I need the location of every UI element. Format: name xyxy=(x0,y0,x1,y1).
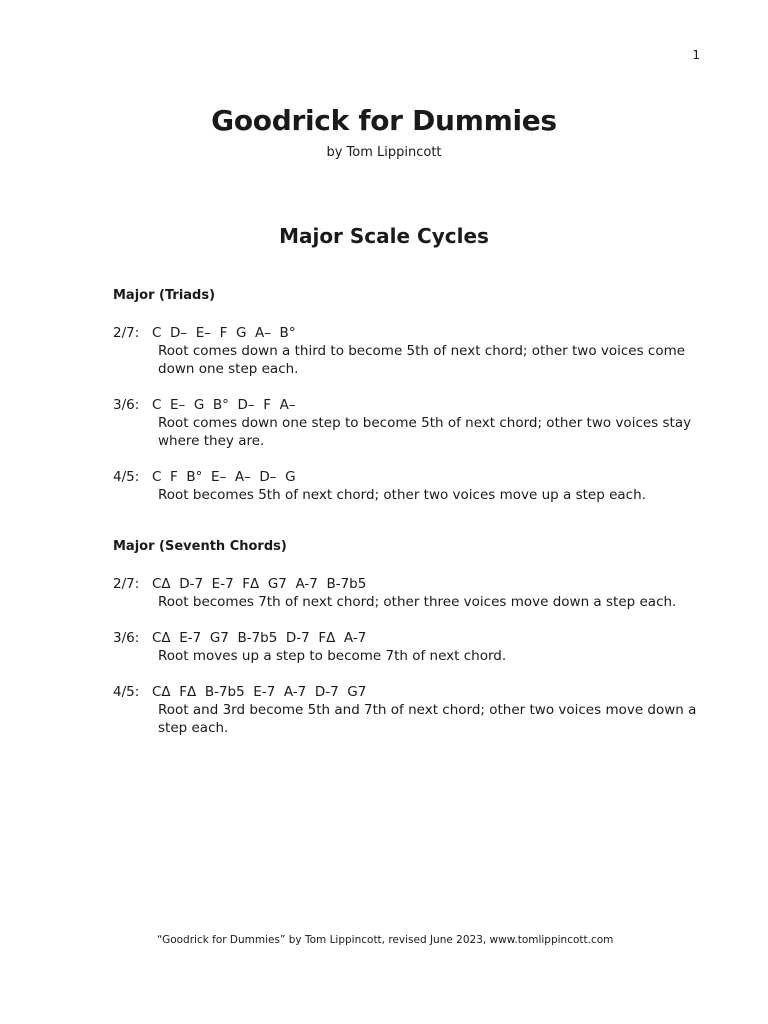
page-number: 1 xyxy=(692,48,700,62)
group-heading: Major (Triads) xyxy=(113,288,216,303)
cycle-chords: CΔ E-7 G7 B-7b5 D-7 FΔ A-7 xyxy=(152,630,367,646)
cycle-line xyxy=(113,468,713,486)
seventh-chords-group xyxy=(113,537,713,755)
cycle-label: 3/6: xyxy=(113,397,140,413)
cycle-item xyxy=(113,683,713,737)
triads-group xyxy=(113,286,713,522)
group-heading: Major (Seventh Chords) xyxy=(113,539,287,554)
cycle-label: 4/5: xyxy=(113,469,140,485)
page-footer: “Goodrick for Dummies” by Tom Lippincott, revised June 2023, www.tomlippincott.com xyxy=(157,934,614,946)
cycle-description: Root becomes 5th of next chord; other two voices move up a step each. xyxy=(158,487,646,503)
cycle-item xyxy=(113,629,713,665)
cycle-description: Root and 3rd become 5th and 7th of next chord; other two voices move down a step each. xyxy=(158,702,697,736)
cycle-label: 2/7: xyxy=(113,576,140,592)
cycle-description: Root moves up a step to become 7th of next chord. xyxy=(158,648,507,664)
cycle-description: Root comes down a third to become 5th of next chord; other two voices come down one step each. xyxy=(158,343,686,377)
cycle-line xyxy=(113,683,713,701)
document-author: by Tom Lippincott xyxy=(326,145,442,160)
cycle-line xyxy=(113,629,713,647)
cycle-description: Root comes down one step to become 5th of next chord; other two voices stay where they are. xyxy=(158,415,692,449)
cycle-line xyxy=(113,324,713,342)
cycle-chords: C F B° E– A– D– G xyxy=(152,469,296,485)
cycle-chords: CΔ FΔ B-7b5 E-7 A-7 D-7 G7 xyxy=(152,684,367,700)
cycle-label: 2/7: xyxy=(113,325,140,341)
document-title: Goodrick for Dummies xyxy=(211,104,557,137)
cycle-line xyxy=(113,396,713,414)
cycle-chords: CΔ D-7 E-7 FΔ G7 A-7 B-7b5 xyxy=(152,576,367,592)
cycle-item xyxy=(113,324,713,378)
cycle-chords: C D– E– F G A– B° xyxy=(152,325,296,341)
cycle-item xyxy=(113,575,713,611)
cycle-description: Root becomes 7th of next chord; other three voices move down a step each. xyxy=(158,594,677,610)
cycle-label: 3/6: xyxy=(113,630,140,646)
cycle-item xyxy=(113,396,713,450)
cycle-item xyxy=(113,468,713,504)
cycle-line xyxy=(113,575,713,593)
cycle-chords: C E– G B° D– F A– xyxy=(152,397,296,413)
cycle-label: 4/5: xyxy=(113,684,140,700)
section-title: Major Scale Cycles xyxy=(279,224,489,248)
